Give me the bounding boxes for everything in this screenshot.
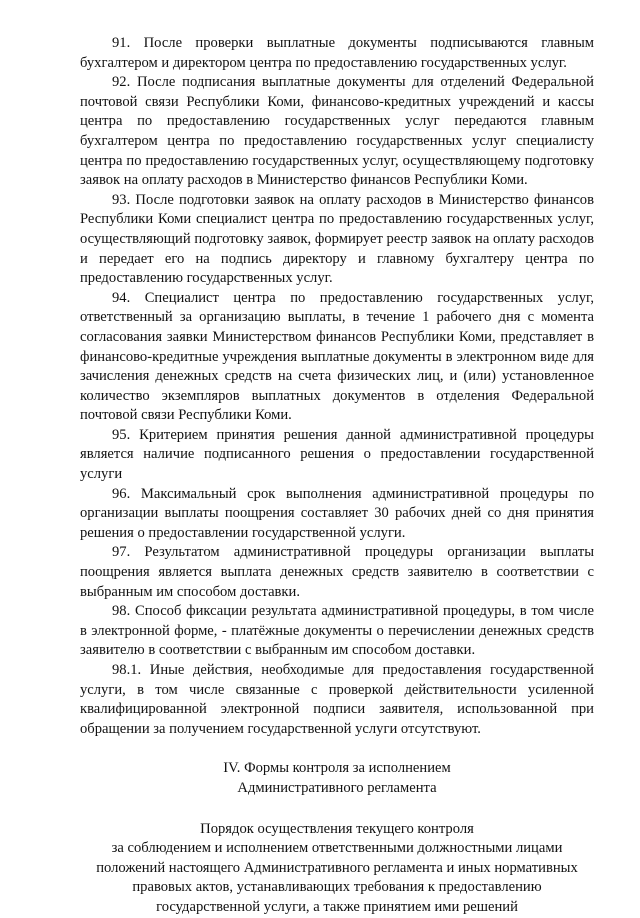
subsection-title-line: за соблюдением и исполнением ответственными должностными лицами (111, 840, 563, 857)
subsection-title-line: государственной услуги, а также принятием ими решений (156, 898, 518, 915)
spacer (80, 799, 594, 820)
subsection-title-line: правовых актов, устанавливающих требования к предоставлению (132, 879, 542, 896)
paragraph-94: 94. Специалист центра по предоставлению государственных услуг, ответственный за организацию выплаты, в течение 1 рабочего дня с момента согласования заявки Министерством финансов Республики Коми, представляет в финансово-кредитные учреждения выплатные документы в электронном виде для зачисления денежных средств на счета физических лиц, и (или) установленное количество экземпляров выплатных документов в отделения Федеральной почтовой связи Республики Коми. (80, 289, 594, 424)
paragraph-98: 98. Способ фиксации результата административной процедуры, в том числе в электронной форме, - платёжные документы о перечислении денежных средств заявителю в соответствии с выбранным им способом доставки. (80, 603, 594, 659)
subsection-title-line: положений настоящего Административного регламента и иных нормативных (96, 859, 578, 876)
paragraph-95: 95. Критерием принятия решения данной административной процедуры является наличие подписанного решения о предоставлении государственной услуги (80, 426, 594, 483)
section-title-line: Административного регламента (237, 779, 437, 796)
paragraph-92: 92. После подписания выплатные документы для отделений Федеральной почтовой связи Республики Коми, финансово-кредитных учреждений и кассы центра по предоставлению государственных услуг передаются главным бухгалтером центра по предоставлению государственных услуг специалисту центра по предоставлению государственных услуг, осуществляющему подготовку заявок на оплату расходов в Министерство финансов Республики Коми. (80, 74, 594, 189)
paragraph-91: 91. После проверки выплатные документы подписываются главным бухгалтером и директором центра по предоставлению государственных услуг. (80, 35, 594, 71)
subsection-heading (80, 820, 594, 918)
section-title-line: IV. Формы контроля за исполнением (223, 760, 451, 777)
spacer (80, 739, 594, 759)
paragraph-96: 96. Максимальный срок выполнения административной процедуры по организации выплаты поощрения составляет 30 рабочих дней со дня принятия решения о предоставлении государственной услуги. (80, 485, 594, 541)
document-page (80, 34, 594, 918)
subsection-title-line: Порядок осуществления текущего контроля (200, 820, 474, 837)
section-heading (80, 759, 594, 798)
paragraph-97: 97. Результатом административной процедуры организации выплаты поощрения является выплата денежных средств заявителю в соответствии с выбранным им способом доставки. (80, 544, 594, 600)
paragraph-93: 93. После подготовки заявок на оплату расходов в Министерство финансов Республики Коми специалист центра по предоставлению государственных услуг, осуществляющий подготовку заявок, формирует реестр заявок на оплату расходов и передает его на подпись директору и главному бухгалтеру центра по предоставлению государственных услуг. (80, 191, 594, 287)
paragraph-98-1: 98.1. Иные действия, необходимые для предоставления государственной услуги, в том числе связанные с проверкой действительности усиленной квалифицированной электронной подписи заявителя, использованной при обращении за получением государственной услуги отсутствуют. (80, 662, 594, 737)
